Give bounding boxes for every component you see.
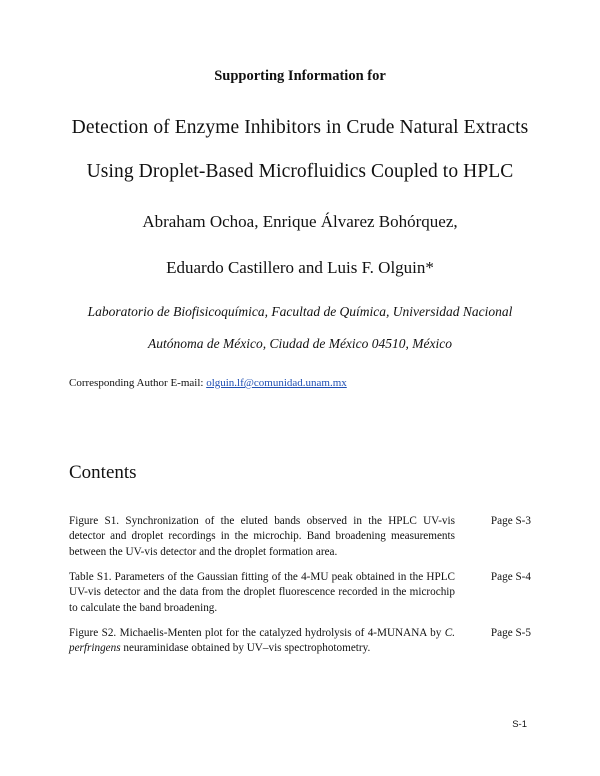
toc-item[interactable] (69, 626, 531, 657)
toc-item-page: Page S-5 (490, 627, 531, 639)
title-line-1: Detection of Enzyme Inhibitors in Crude Natural Extracts (71, 117, 529, 138)
corresponding-email-link[interactable]: olguin.lf@comunidad.unam.mx (206, 377, 347, 389)
toc-item-species: C. perfringens (69, 627, 455, 655)
corresponding-author (69, 377, 347, 389)
supporting-info-heading: Supporting Information for (214, 68, 386, 84)
page-number: S-1 (512, 719, 527, 730)
affiliation-line-1: Laboratorio de Biofisicoquímica, Facultad de Química, Universidad Nacional (87, 304, 513, 319)
authors-line-1: Abraham Ochoa, Enrique Álvarez Bohórquez, (142, 212, 458, 231)
contents-heading: Contents (69, 462, 137, 483)
toc-item-description-suffix: neuraminidase obtained by UV–vis spectrophotometry. (120, 642, 371, 655)
toc-item[interactable] (69, 570, 531, 616)
corresponding-author-label: Corresponding Author E-mail: (69, 377, 207, 389)
affiliation-line-2: Autónoma de México, Ciudad de México 04510, México (147, 336, 453, 351)
authors-line-2: Eduardo Castillero and Luis F. Olguin* (166, 258, 434, 277)
toc-item-description (69, 626, 455, 657)
toc-item-page: Page S-4 (490, 571, 531, 583)
toc-item-page: Page S-3 (490, 515, 531, 527)
toc-item-description: Table S1. Parameters of the Gaussian fitting of the 4-MU peak obtained in the HPLC UV-vis detector and the data from the droplet fluorescence recorded in the microchip to calculate the band broadening. (69, 571, 455, 614)
toc-item-description-prefix: Figure S2. Michaelis-Menten plot for the catalyzed hydrolysis of 4-MUNANA by (69, 627, 445, 639)
toc-item-description: Figure S1. Synchronization of the eluted bands observed in the HPLC UV-vis detector and droplet recordings in the microchip. Band broadening measurements between the UV-vis detector and the droplet formation area. (69, 515, 455, 558)
title-line-2: Using Droplet-Based Microfluidics Coupled to HPLC (86, 161, 514, 182)
toc-item[interactable] (69, 514, 531, 560)
